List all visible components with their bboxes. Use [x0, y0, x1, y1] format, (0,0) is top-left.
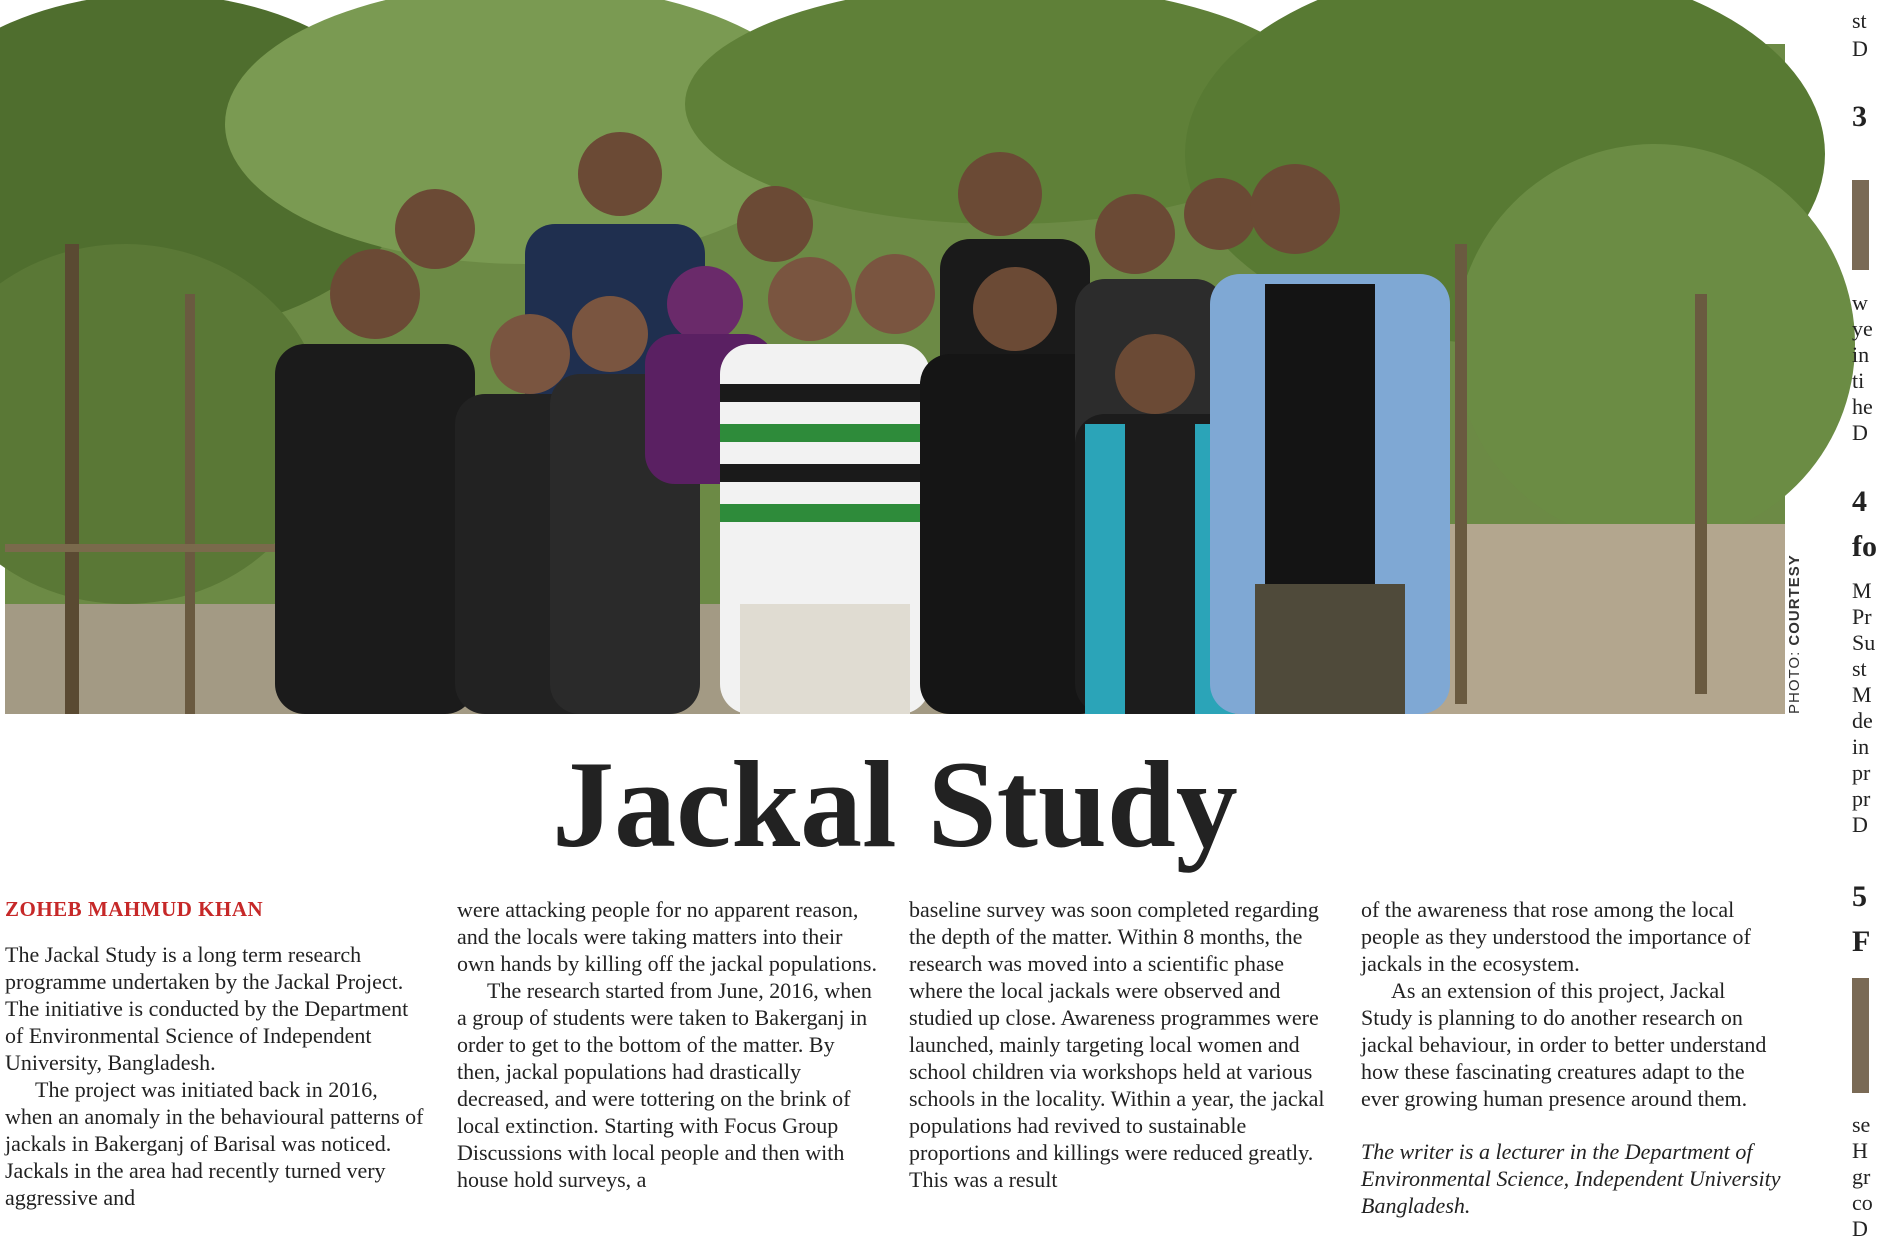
rail-fragment: 3	[1852, 100, 1867, 133]
rail-fragment: co	[1852, 1190, 1873, 1215]
rail-fragment: D	[1852, 36, 1868, 61]
rail-fragment: ti	[1852, 368, 1865, 393]
rail-thumbnail	[1852, 180, 1869, 270]
author-note: The writer is a lecturer in the Department of Environmental Science, Independent University Bangladesh.	[1361, 1139, 1781, 1218]
rail-fragment: in	[1852, 342, 1870, 367]
rail-fragment: he	[1852, 394, 1873, 419]
paragraph: of the awareness that rose among the local people as they understood the importance of jackals in the ecosystem.	[1361, 897, 1751, 976]
rail-fragment: st	[1852, 656, 1867, 681]
article-column-4	[1361, 896, 1781, 1219]
paragraph: The project was initiated back in 2016, when an anomaly in the behavioural patterns of jackals in Bakerganj of Barisal was noticed. Jackals in the area had recently turned very aggressive and	[5, 1077, 424, 1210]
rail-fragment: ye	[1852, 316, 1873, 341]
rail-fragment: fo	[1852, 530, 1877, 563]
rail-fragment: D	[1852, 420, 1868, 445]
rail-fragment: de	[1852, 708, 1873, 733]
rail-fragment: se	[1852, 1112, 1871, 1137]
rail-fragment: pr	[1852, 786, 1871, 811]
rail-fragment: D	[1852, 1216, 1868, 1241]
rail-fragment: Pr	[1852, 604, 1872, 629]
rail-fragment: Su	[1852, 630, 1876, 655]
rail-fragment: w	[1852, 290, 1868, 315]
rail-fragment: gr	[1852, 1164, 1871, 1189]
rail-fragment: D	[1852, 812, 1868, 837]
rail-fragment: in	[1852, 734, 1870, 759]
rail-thumbnail	[1852, 978, 1869, 1093]
paragraph: baseline survey was soon completed regarding the depth of the matter. Within 8 months, the research was moved into a scientific phase where the local jackals were observed and studied up close. Awareness programmes were launched, mainly targeting local women and school children via workshops held at various schools in the locality. Within a year, the jackal populations had revived to sustainable proportions and killings were reduced greatly. This was a result	[909, 897, 1325, 1192]
rail-fragment: F	[1852, 925, 1871, 958]
article-column-2	[457, 896, 877, 1193]
rail-fragment: pr	[1852, 760, 1871, 785]
group-photo-illustration	[5, 44, 1785, 714]
photo-credit: PHOTO: COURTESY	[1786, 554, 1803, 714]
rail-fragment: 4	[1852, 485, 1867, 518]
rail-fragment: st	[1852, 8, 1867, 33]
article-photo	[5, 44, 1785, 714]
paragraph: were attacking people for no apparent reason, and the locals were taking matters into their own hands by killing off the jackal populations.	[457, 897, 877, 976]
paragraph: The research started from June, 2016, when a group of students were taken to Bakerganj in order to get to the bottom of the matter. By then, jackal populations had drastically decreased, and were tottering on the brink of local extinction. Starting with Focus Group Discussions with local people and then with house hold surveys, a	[457, 978, 872, 1192]
rail-fragment: 5	[1852, 880, 1867, 913]
article-column-1	[5, 896, 425, 1211]
rail-fragment: M	[1852, 682, 1872, 707]
rail-fragment: H	[1852, 1138, 1868, 1163]
article-column-3	[909, 896, 1329, 1193]
paragraph: The Jackal Study is a long term research programme undertaken by the Jackal Project. The initiative is conducted by the Department of Environmental Science of Independent University, Bangladesh.	[5, 942, 409, 1075]
paragraph: As an extension of this project, Jackal Study is planning to do another research on jackal behaviour, in order to better understand how these fascinating creatures adapt to the ever growing human presence around them.	[1361, 978, 1767, 1111]
author-byline: ZOHEB MAHMUD KHAN	[5, 897, 264, 921]
article-headline: Jackal Study	[552, 736, 1238, 873]
adjacent-column-fragment	[1852, 0, 1877, 1249]
rail-fragment: M	[1852, 578, 1872, 603]
